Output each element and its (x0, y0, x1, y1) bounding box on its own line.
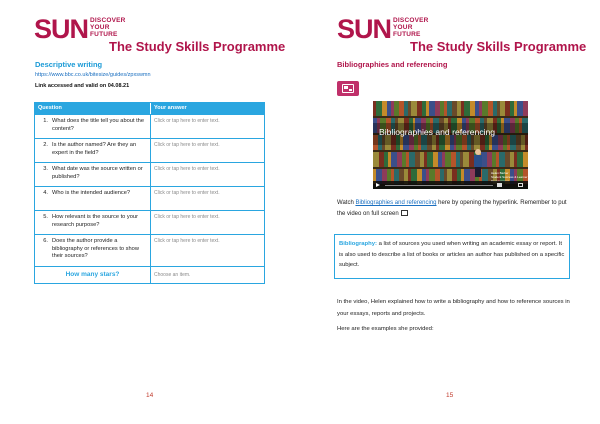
logo-tagline: DISCOVER YOUR FUTURE (393, 17, 429, 38)
body-paragraph: In the video, Helen explained how to write a bibliography and how to reference sources in your essays, reports and projects. (337, 299, 570, 317)
logo-wordmark: SUN (34, 14, 89, 44)
table-row: 2. Is the author named? Are they an expert in the field? Click or tap here to enter text. (35, 138, 264, 162)
table-row: 6. Does the author provide a bibliography or references to show their sources? Click or tap here to enter text. (35, 234, 264, 266)
video-caption: Helen Barker Student Success & Learner (491, 171, 528, 179)
section-title: Descriptive writing (35, 60, 103, 69)
question-text: How relevant is the source to your research purpose? (52, 214, 138, 228)
stars-label: How many stars? (35, 267, 151, 283)
volume-icon[interactable] (497, 183, 502, 187)
column-header-question: Question (35, 103, 151, 114)
video-player[interactable] (373, 101, 528, 189)
table-row: 3. What date was the source written or published? Click or tap here to enter text. (35, 162, 264, 186)
question-text: What does the title tell you about the content? (52, 118, 145, 132)
question-text: Who is the intended audience? (52, 190, 131, 196)
header-title: The Study Skills Programme (109, 39, 286, 54)
play-icon[interactable] (376, 183, 380, 187)
video-icon (337, 81, 359, 96)
access-note: Link accessed and valid on 04.08.21 (35, 83, 130, 89)
logo-wordmark: SUN (337, 14, 392, 44)
header-title: The Study Skills Programme (410, 39, 587, 54)
page-number: 15 (446, 392, 454, 399)
answer-field[interactable]: Click or tap here to enter text. (154, 238, 220, 244)
body-paragraph: Here are the examples she provided: (337, 326, 434, 332)
definition-box (334, 234, 570, 279)
definition-text: a list of sources you used when writing an academic essay or report. It is also used to describe a list of books or articles an author has published on a specific subject. (339, 241, 565, 268)
column-header-answer: Your answer (154, 105, 187, 111)
question-text: Does the author provide a bibliography or references to show their sources? (52, 238, 139, 259)
table-row: 5. How relevant is the source to your research purpose? Click or tap here to enter text. (35, 210, 264, 234)
evaluation-table (34, 102, 265, 284)
definition-term: Bibliography: (339, 241, 377, 247)
video-title: Bibliographies and referencing (379, 127, 496, 137)
presenter-figure (473, 149, 483, 177)
table-header (35, 103, 264, 114)
answer-field[interactable]: Click or tap here to enter text. (154, 142, 220, 148)
fullscreen-icon (401, 210, 408, 216)
table-row: 1. What does the title tell you about the content? Click or tap here to enter text. (35, 114, 264, 138)
table-row: 4. Who is the intended audience? Click or tap here to enter text. (35, 186, 264, 210)
video-controls (373, 181, 528, 189)
logo-tagline: DISCOVER YOUR FUTURE (90, 17, 126, 38)
answer-field[interactable]: Click or tap here to enter text. (154, 118, 220, 124)
progress-track[interactable] (385, 185, 493, 186)
stars-row (35, 266, 264, 283)
question-text: Is the author named? Are they an expert in the field? (52, 142, 137, 156)
question-text: What date was the source written or published? (52, 166, 143, 180)
source-link[interactable]: https://www.bbc.co.uk/bitesize/guides/zpxswmn (35, 72, 151, 78)
answer-field[interactable]: Click or tap here to enter text. (154, 214, 220, 220)
fullscreen-icon[interactable] (518, 183, 523, 187)
watch-instruction: Watch Bibliographies and referencing here by opening the hyperlink. Remember to put the video on full screen (337, 200, 567, 217)
stars-dropdown[interactable]: Choose an item. (154, 272, 191, 278)
answer-field[interactable]: Click or tap here to enter text. (154, 190, 220, 196)
section-title: Bibliographies and referencing (337, 60, 448, 69)
answer-field[interactable]: Click or tap here to enter text. (154, 166, 220, 172)
page-number: 14 (146, 392, 154, 399)
video-hyperlink[interactable]: Bibliographies and referencing (355, 200, 437, 206)
